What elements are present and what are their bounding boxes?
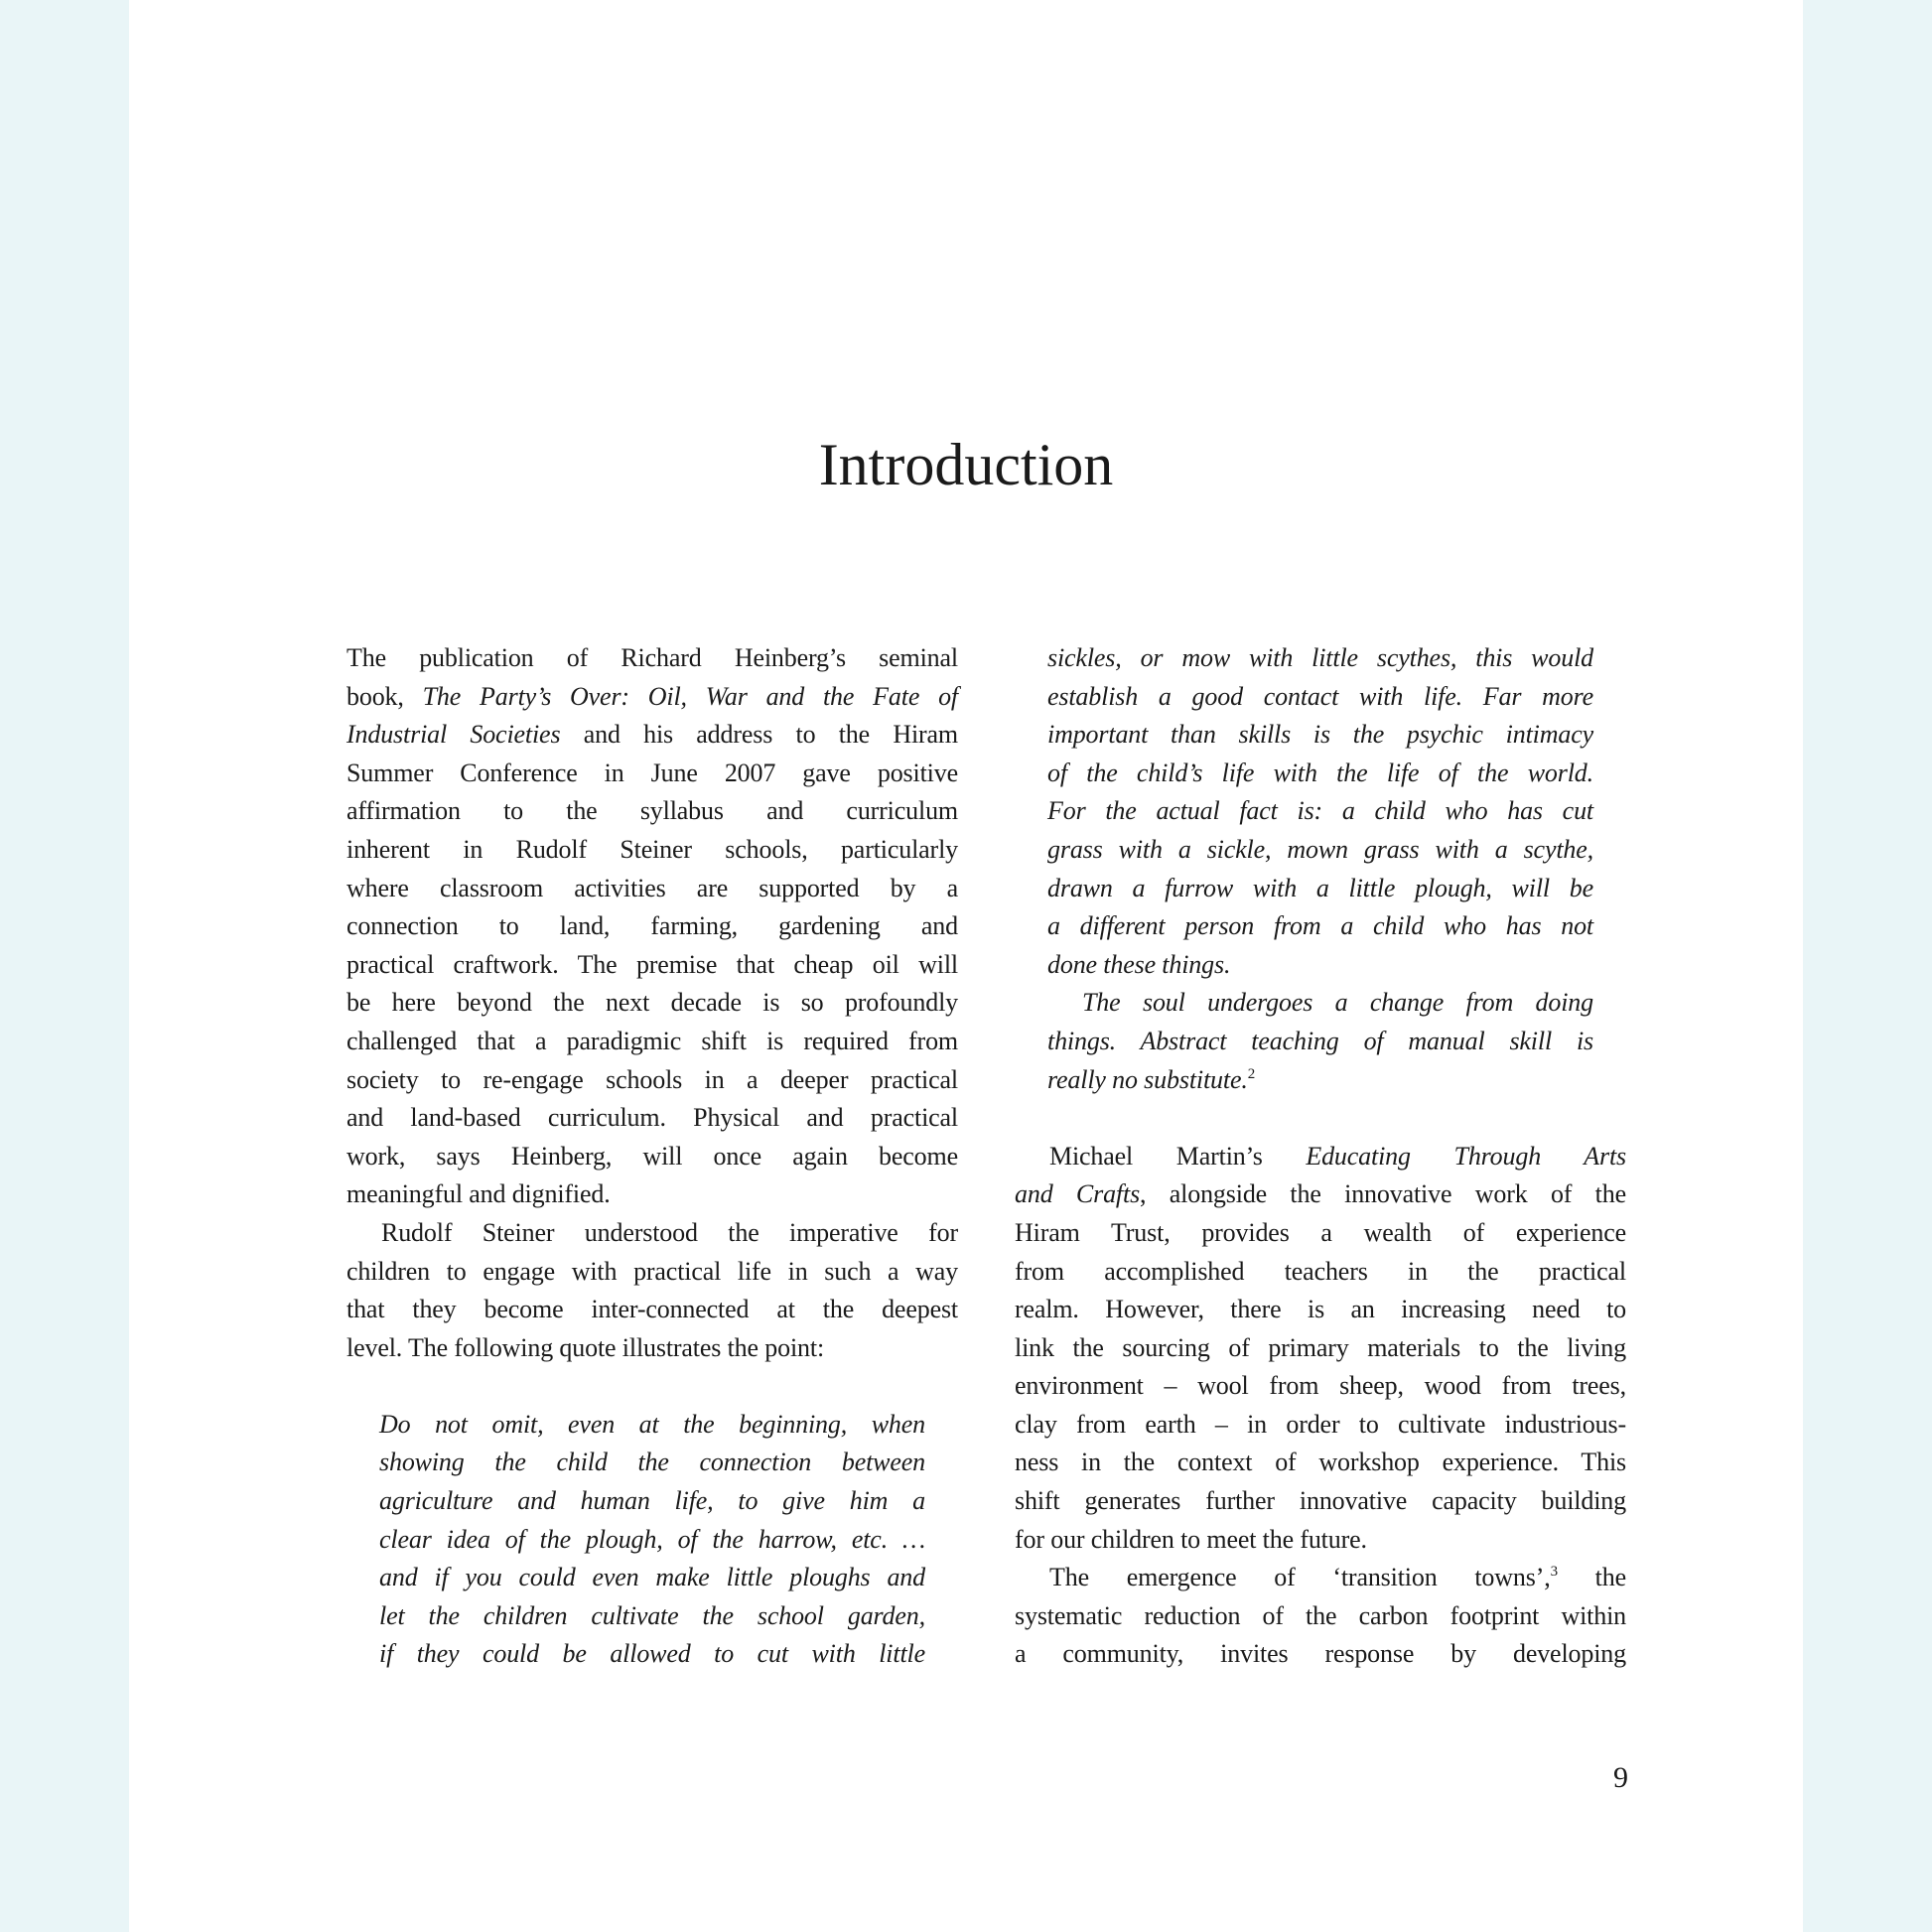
text-line (1015, 1175, 1626, 1214)
text-segment: connection to land, farming, gardening and (346, 911, 958, 941)
text-line (1015, 1138, 1626, 1176)
italic-text: Do not omit, even at the beginning, when (379, 1409, 925, 1439)
text-line (346, 1291, 958, 1329)
italic-text: agriculture and human life, to give him a (379, 1486, 925, 1516)
text-line (346, 984, 958, 1023)
text-segment: link the sourcing of primary materials to the living (1015, 1332, 1626, 1362)
chapter-title: Introduction (818, 432, 1114, 497)
italic-text: important than skills is the psychic intimacy (1047, 720, 1593, 750)
italic-text: of the child’s life with the life of the world. (1047, 758, 1593, 787)
italic-text: grass with a sickle, mown grass with a scythe, (1047, 834, 1593, 864)
italic-text: and Crafts (1015, 1179, 1141, 1209)
text-line (346, 870, 958, 908)
text-line (1015, 1253, 1626, 1292)
text-line (346, 831, 958, 870)
text-line (1015, 1214, 1626, 1253)
text-line (346, 907, 958, 946)
text-line (346, 716, 958, 755)
quote-line (1047, 870, 1593, 908)
text-line (346, 1214, 958, 1253)
text-line (1015, 1635, 1626, 1674)
text-segment: The publication of Richard Heinberg’s seminal (346, 643, 958, 672)
text-line (346, 678, 958, 717)
text-segment: Michael Martin’s (1049, 1141, 1307, 1171)
text-line (346, 1023, 958, 1061)
quote-line (379, 1444, 925, 1482)
italic-text: done these things. (1047, 949, 1231, 979)
text-line (1015, 1099, 1626, 1138)
quote-line (1047, 792, 1593, 831)
text-segment: ness in the context of workshop experience. This (1015, 1448, 1626, 1477)
text-segment: where classroom activities are supported by a (346, 873, 958, 902)
text-line (346, 792, 958, 831)
italic-text: showing the child the connection between (379, 1448, 925, 1477)
text-line (346, 639, 958, 678)
text-segment: affirmation to the syllabus and curriculum (346, 796, 958, 826)
italic-text: really no substitute. (1047, 1064, 1248, 1094)
text-line (346, 755, 958, 793)
text-line (346, 1367, 958, 1406)
text-line (1015, 1329, 1626, 1368)
text-segment: inherent in Rudolf Steiner schools, particularly (346, 834, 958, 864)
text-segment: meaningful and dignified. (346, 1179, 611, 1209)
quote-line (1047, 984, 1593, 1023)
italic-text: let the children cultivate the school garden, (379, 1600, 925, 1630)
text-line (1015, 1521, 1626, 1560)
quote-line (1047, 946, 1593, 985)
italic-text: establish a good contact with life. Far more (1047, 681, 1593, 711)
quote-line (379, 1406, 925, 1445)
footnote-ref: 2 (1247, 1065, 1256, 1082)
page-number: 9 (1613, 1761, 1628, 1794)
text-segment: the (1557, 1563, 1626, 1592)
text-line (346, 946, 958, 985)
italic-text: The soul undergoes a change from doing (1082, 988, 1593, 1018)
text-segment: from accomplished teachers in the practical (1015, 1256, 1626, 1286)
quote-line (379, 1559, 925, 1597)
text-line (1015, 1406, 1626, 1445)
text-segment: and land-based curriculum. Physical and practical (346, 1103, 958, 1133)
quote-line (379, 1521, 925, 1560)
text-line (1015, 1291, 1626, 1329)
text-segment: environment – wool from sheep, wood from trees, (1015, 1371, 1626, 1401)
text-line (346, 1329, 958, 1368)
text-segment: Hiram Trust, provides a wealth of experience (1015, 1217, 1626, 1247)
text-line (346, 1175, 958, 1214)
text-segment: clay from earth – in order to cultivate industrious- (1015, 1409, 1626, 1439)
text-line (1015, 1597, 1626, 1636)
quote-line (379, 1482, 925, 1521)
text-segment: Summer Conference in June 2007 gave positive (346, 758, 958, 787)
quote-line (379, 1597, 925, 1636)
italic-text: sickles, or mow with little scythes, this would (1047, 643, 1593, 672)
italic-text: drawn a furrow with a little plough, will be (1047, 873, 1593, 902)
quote-line (379, 1635, 925, 1674)
text-segment: challenged that a paradigmic shift is required from (346, 1026, 958, 1055)
text-segment: that they become inter-connected at the deepest (346, 1295, 958, 1324)
quote-line (1047, 678, 1593, 717)
italic-text: Educating Through Arts (1306, 1141, 1626, 1171)
text-line (1015, 1559, 1626, 1597)
left-column (346, 639, 958, 1674)
quote-line (1047, 716, 1593, 755)
quote-line (1047, 831, 1593, 870)
text-segment: , alongside the innovative work of the (1140, 1179, 1626, 1209)
text-line (346, 1253, 958, 1292)
text-segment: systematic reduction of the carbon footprint within (1015, 1600, 1626, 1630)
italic-text: and if you could even make little ploughs and (379, 1563, 925, 1592)
quote-line (1047, 755, 1593, 793)
text-segment: work, says Heinberg, will once again become (346, 1141, 958, 1171)
quote-line (1047, 1023, 1593, 1061)
text-segment: society to re-engage schools in a deeper practical (346, 1064, 958, 1094)
text-segment: a community, invites response by developing (1015, 1639, 1626, 1669)
text-segment: realm. However, there is an increasing need to (1015, 1295, 1626, 1324)
text-line (346, 1138, 958, 1176)
text-segment: level. The following quote illustrates the point: (346, 1332, 825, 1362)
text-line (1015, 1444, 1626, 1482)
text-segment: children to engage with practical life in such a way (346, 1256, 958, 1286)
text-segment: Rudolf Steiner understood the imperative for (381, 1217, 958, 1247)
text-segment: shift generates further innovative capacity building (1015, 1486, 1626, 1516)
text-segment: be here beyond the next decade is so profoundly (346, 988, 958, 1018)
italic-text: For the actual fact is: a child who has cut (1047, 796, 1593, 826)
text-line (346, 1061, 958, 1100)
italic-text: things. Abstract teaching of manual skill is (1047, 1026, 1593, 1055)
text-line (1015, 1482, 1626, 1521)
italic-text: a different person from a child who has not (1047, 911, 1593, 941)
text-line (1015, 1367, 1626, 1406)
italic-text: clear idea of the plough, of the harrow, etc. … (379, 1524, 925, 1554)
text-segment: for our children to meet the future. (1015, 1524, 1367, 1554)
quote-line (1047, 639, 1593, 678)
quote-line (1047, 907, 1593, 946)
italic-text: Industrial Societies (346, 720, 561, 750)
right-column (1015, 639, 1626, 1674)
text-line (346, 1099, 958, 1138)
text-segment: The emergence of ‘transition towns’, (1049, 1563, 1551, 1592)
italic-text: if they could be allowed to cut with little (379, 1639, 925, 1669)
italic-text: The Party’s Over: Oil, War and the Fate of (422, 681, 958, 711)
text-segment: and his address to the Hiram (560, 720, 958, 750)
quote-line (1047, 1061, 1593, 1100)
text-segment: book, (346, 681, 423, 711)
text-segment: practical craftwork. The premise that cheap oil will (346, 949, 958, 979)
footnote-ref: 3 (1550, 1564, 1558, 1581)
